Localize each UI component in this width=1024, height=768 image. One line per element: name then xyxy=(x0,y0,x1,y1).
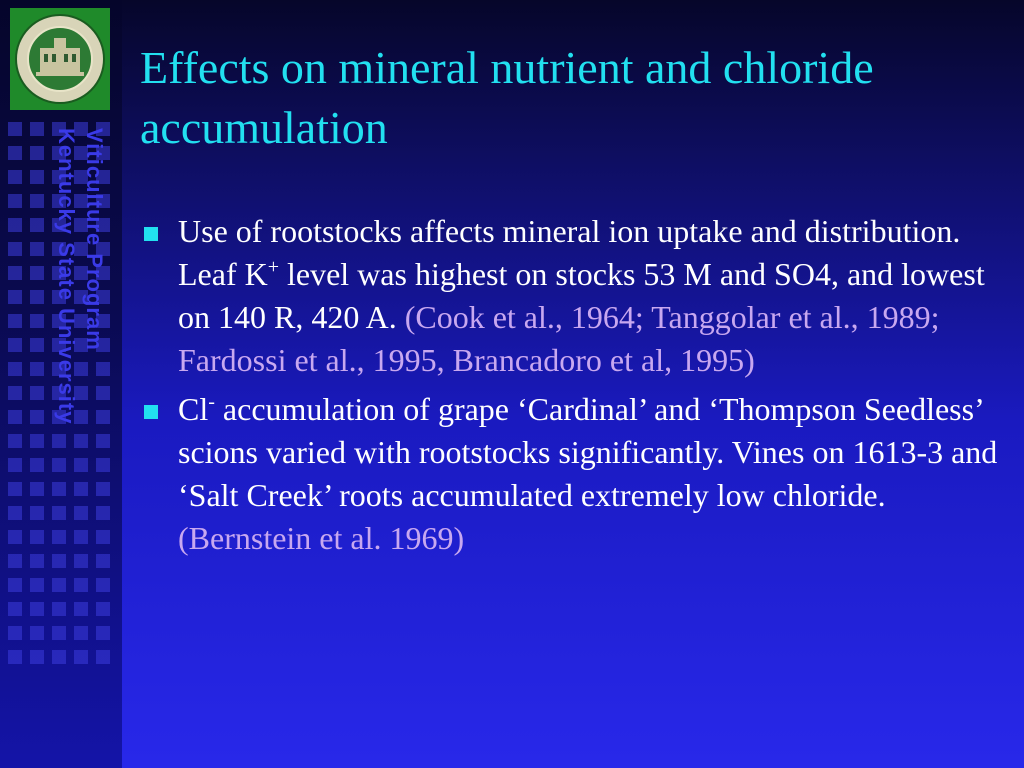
decorative-square xyxy=(30,626,44,640)
decorative-square xyxy=(8,578,22,592)
decorative-square xyxy=(30,434,44,448)
square-bullet-icon xyxy=(144,405,158,419)
decorative-square xyxy=(8,482,22,496)
decorative-square xyxy=(96,650,110,664)
bullet-text-cont: level was highest on stocks 53 M and SO4, and lowest on 140 R, 420 A. xyxy=(178,256,985,335)
decorative-square xyxy=(74,530,88,544)
decorative-square xyxy=(8,602,22,616)
sidebar-line-program: Viticulture Program xyxy=(82,128,107,351)
decorative-square xyxy=(8,626,22,640)
decorative-square xyxy=(74,506,88,520)
decorative-square xyxy=(52,458,66,472)
decorative-square xyxy=(30,602,44,616)
decorative-square xyxy=(52,650,66,664)
decorative-square xyxy=(96,626,110,640)
superscript: - xyxy=(208,391,215,413)
decorative-square xyxy=(96,602,110,616)
decorative-square xyxy=(30,194,44,208)
bullet-text: Cl xyxy=(178,391,209,427)
decorative-square xyxy=(8,338,22,352)
decorative-square xyxy=(30,290,44,304)
decorative-square xyxy=(52,554,66,568)
decorative-square xyxy=(52,626,66,640)
decorative-square xyxy=(96,482,110,496)
bullet-list xyxy=(142,210,1002,566)
decorative-square xyxy=(96,554,110,568)
decorative-square xyxy=(96,506,110,520)
decorative-square xyxy=(8,170,22,184)
citation: (Bernstein et al. 1969) xyxy=(178,520,465,556)
decorative-square xyxy=(30,530,44,544)
decorative-square xyxy=(52,578,66,592)
decorative-square xyxy=(30,170,44,184)
decorative-square xyxy=(52,506,66,520)
slide-title: Effects on mineral nutrient and chloride accumulation xyxy=(140,42,874,153)
seal-icon xyxy=(10,8,110,110)
decorative-square xyxy=(30,266,44,280)
decorative-square xyxy=(74,602,88,616)
decorative-square xyxy=(8,434,22,448)
bullet-text: Use of rootstocks affects mineral ion uptake and distribution. Leaf K xyxy=(178,213,961,292)
decorative-square xyxy=(30,410,44,424)
sidebar-vertical-text xyxy=(52,128,108,424)
decorative-square xyxy=(8,266,22,280)
decorative-square xyxy=(30,146,44,160)
decorative-square xyxy=(30,578,44,592)
citation: (Cook et al., 1964; Tanggolar et al., 1989; Fardossi et al., 1995, Brancadoro et al, 1995) xyxy=(178,299,940,378)
decorative-square xyxy=(8,314,22,328)
decorative-square xyxy=(8,146,22,160)
decorative-square xyxy=(8,122,22,136)
university-seal-logo xyxy=(10,8,110,110)
decorative-square xyxy=(52,434,66,448)
decorative-square xyxy=(8,506,22,520)
decorative-square xyxy=(8,410,22,424)
superscript: + xyxy=(267,256,279,278)
decorative-square xyxy=(74,554,88,568)
decorative-square xyxy=(30,122,44,136)
square-bullet-icon xyxy=(144,227,158,241)
decorative-square xyxy=(30,482,44,496)
decorative-square xyxy=(8,362,22,376)
decorative-square xyxy=(52,602,66,616)
decorative-square xyxy=(8,458,22,472)
decorative-square xyxy=(74,482,88,496)
decorative-square xyxy=(8,242,22,256)
decorative-square xyxy=(74,578,88,592)
decorative-square xyxy=(30,218,44,232)
decorative-square xyxy=(30,362,44,376)
decorative-square xyxy=(74,650,88,664)
decorative-square xyxy=(8,218,22,232)
decorative-square xyxy=(96,458,110,472)
decorative-square xyxy=(52,530,66,544)
bullet-text-cont: accumulation of grape ‘Cardinal’ and ‘Thompson Seedless’ scions varied with rootstocks significantly. Vines on 1613-3 and ‘Salt Creek’ roots accumulated extremely low chloride. xyxy=(178,391,998,513)
decorative-square xyxy=(30,650,44,664)
decorative-square xyxy=(30,242,44,256)
decorative-square xyxy=(96,530,110,544)
decorative-square xyxy=(8,650,22,664)
sidebar-line-university: Kentucky State University xyxy=(54,128,79,425)
decorative-square xyxy=(96,434,110,448)
decorative-square xyxy=(74,434,88,448)
decorative-square xyxy=(30,386,44,400)
decorative-square xyxy=(30,458,44,472)
bullet-item xyxy=(142,210,1002,382)
decorative-square xyxy=(74,626,88,640)
bullet-item xyxy=(142,388,1002,560)
decorative-square xyxy=(8,554,22,568)
decorative-square xyxy=(30,314,44,328)
decorative-square xyxy=(30,506,44,520)
decorative-square xyxy=(96,578,110,592)
decorative-square xyxy=(8,290,22,304)
decorative-square xyxy=(8,194,22,208)
decorative-square xyxy=(8,386,22,400)
decorative-square xyxy=(52,482,66,496)
decorative-square xyxy=(8,530,22,544)
decorative-square xyxy=(30,554,44,568)
decorative-square xyxy=(30,338,44,352)
decorative-square xyxy=(74,458,88,472)
